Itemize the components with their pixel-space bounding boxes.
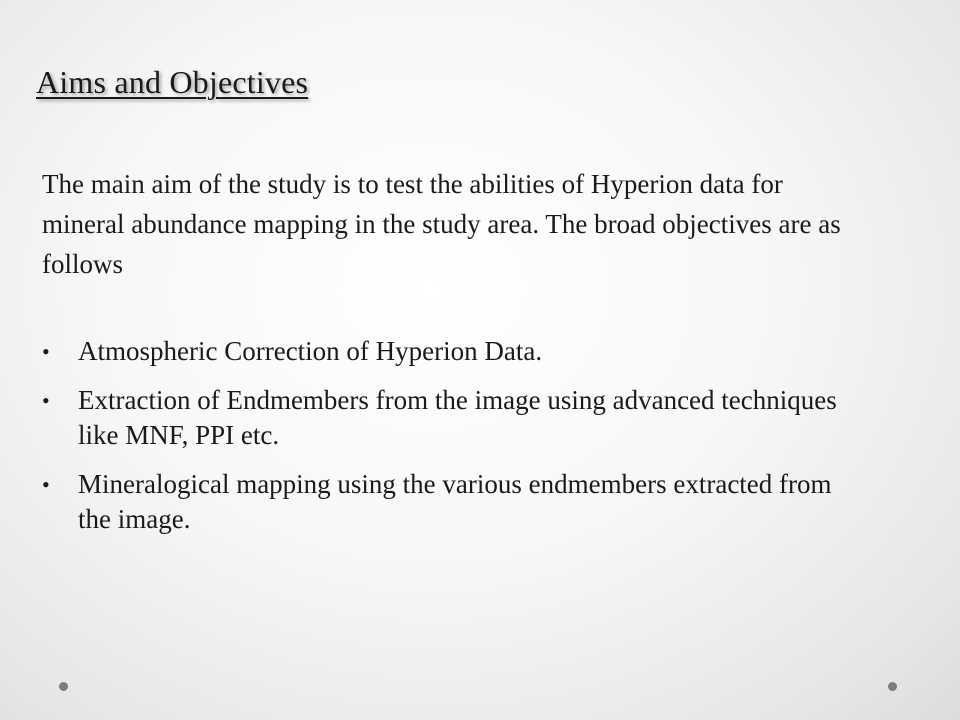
- objectives-list: [42, 334, 862, 551]
- objective-text: Extraction of Endmembers from the image using advanced techniques like MNF, PPI etc.: [78, 385, 837, 450]
- decorative-dot-icon: [59, 682, 68, 691]
- objective-text: Mineralogical mapping using the various endmembers extracted from the image.: [78, 469, 832, 534]
- list-item: [42, 334, 862, 369]
- bullet-icon: •: [42, 339, 50, 364]
- slide-title: Aims and Objectives: [36, 64, 309, 100]
- decorative-dot-icon: [888, 682, 897, 691]
- bullet-icon: •: [42, 472, 50, 497]
- list-item: [42, 467, 862, 537]
- list-item: [42, 383, 862, 453]
- bullet-icon: •: [42, 388, 50, 413]
- intro-paragraph: The main aim of the study is to test the abilities of Hyperion data for mineral abundance mapping in the study area. The broad objectives are as follows: [42, 169, 841, 279]
- objective-text: Atmospheric Correction of Hyperion Data.: [78, 336, 543, 366]
